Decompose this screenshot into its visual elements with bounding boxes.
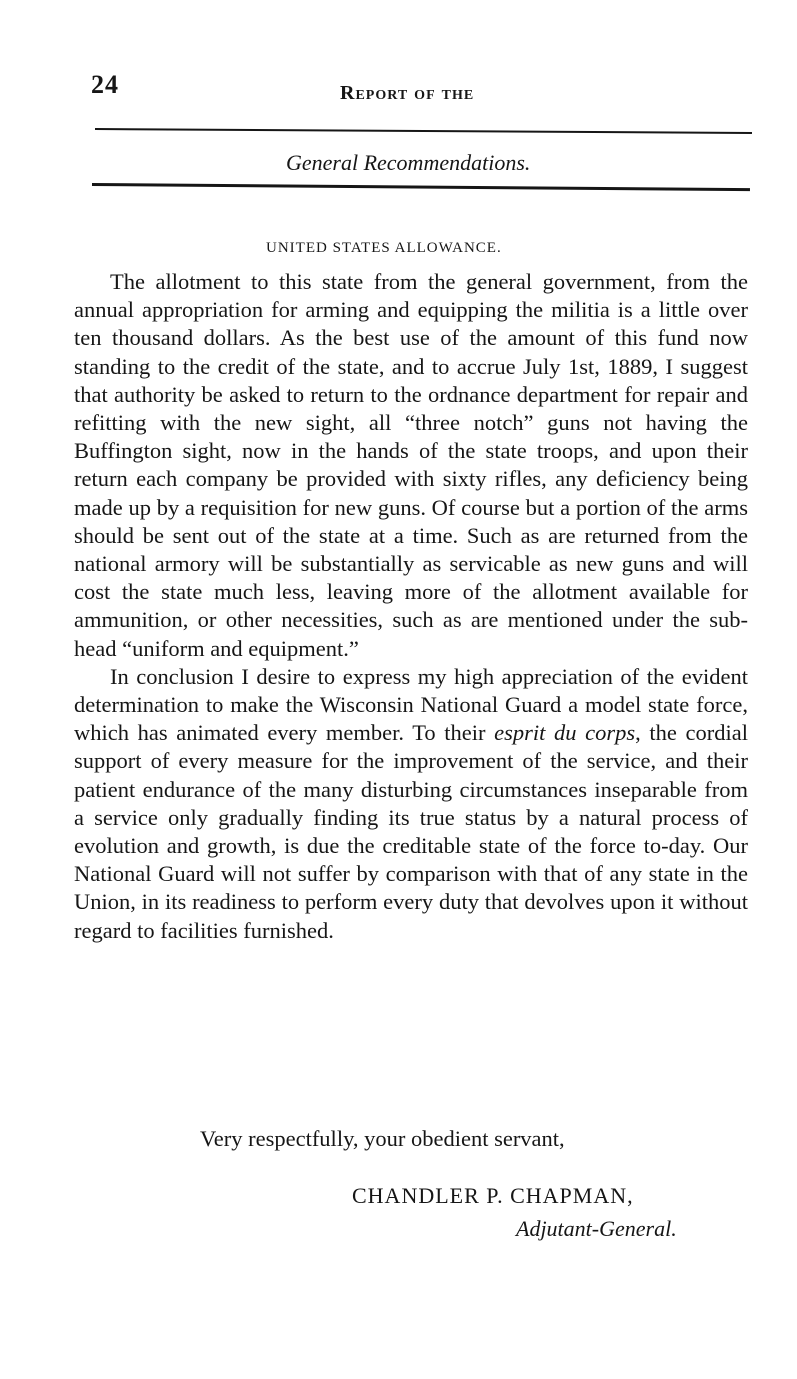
body-text [74,268,748,945]
valediction: Very respectfully, your obedient servant, [200,1126,565,1151]
page-number: 24 [91,70,119,99]
top-rule [95,128,752,134]
running-head: Report of the [340,82,475,104]
paragraph-conclusion-end: , the cordial support of every measure for the improvement of the service, and their patient endurance of the many disturbing circumstances inseparable from a service only gradually finding its true status by a natural process of evolution and growth, is due the creditable state of the force to-day. Our National Guard will not suffer by comparison with that of any state in the Union, in its readiness to perform every duty that devolves upon it without regard to facilities furnished. [74,720,749,943]
paragraph-allotment: The allotment to this state from the general government, from the annual appropriation for arming and equipping the militia is a little over ten thousand dollars. As the best use of the amount of this fund now standing to the credit of the state, and to accrue July 1st, 1889, I suggest that authority be asked to return to the ordnance department for repair and refitting with the new sight, all “three notch” guns not having the Buffington sight, now in the hands of the state troops, and upon their return each company be provided with sixty rifles, any deficiency being made up by a requisition for new guns. Of course but a portion of the arms should be sent out of the state at a time. Such as are returned from the national armory will be substantially as servicable as new guns and will cost the state much less, leaving more of the allotment available for ammunition, or other necessities, such as are mentioned under the sub-head “uniform and equipment.” [74,269,748,661]
section-heading: General Recommendations. [286,150,531,175]
subheading: UNITED STATES ALLOWANCE. [266,240,502,256]
paragraph-conclusion-start: In conclusion I desire to express my high appreciation of the evident determination to make the Wisconsin National Guard a model state force, which has animated every member. To their [74,663,748,746]
paragraph-conclusion [74,663,748,945]
italic-phrase: esprit du corps [494,720,636,746]
bottom-rule [92,183,750,191]
signatory-name: CHANDLER P. CHAPMAN, [352,1183,634,1208]
signatory-title: Adjutant-General. [516,1216,677,1241]
